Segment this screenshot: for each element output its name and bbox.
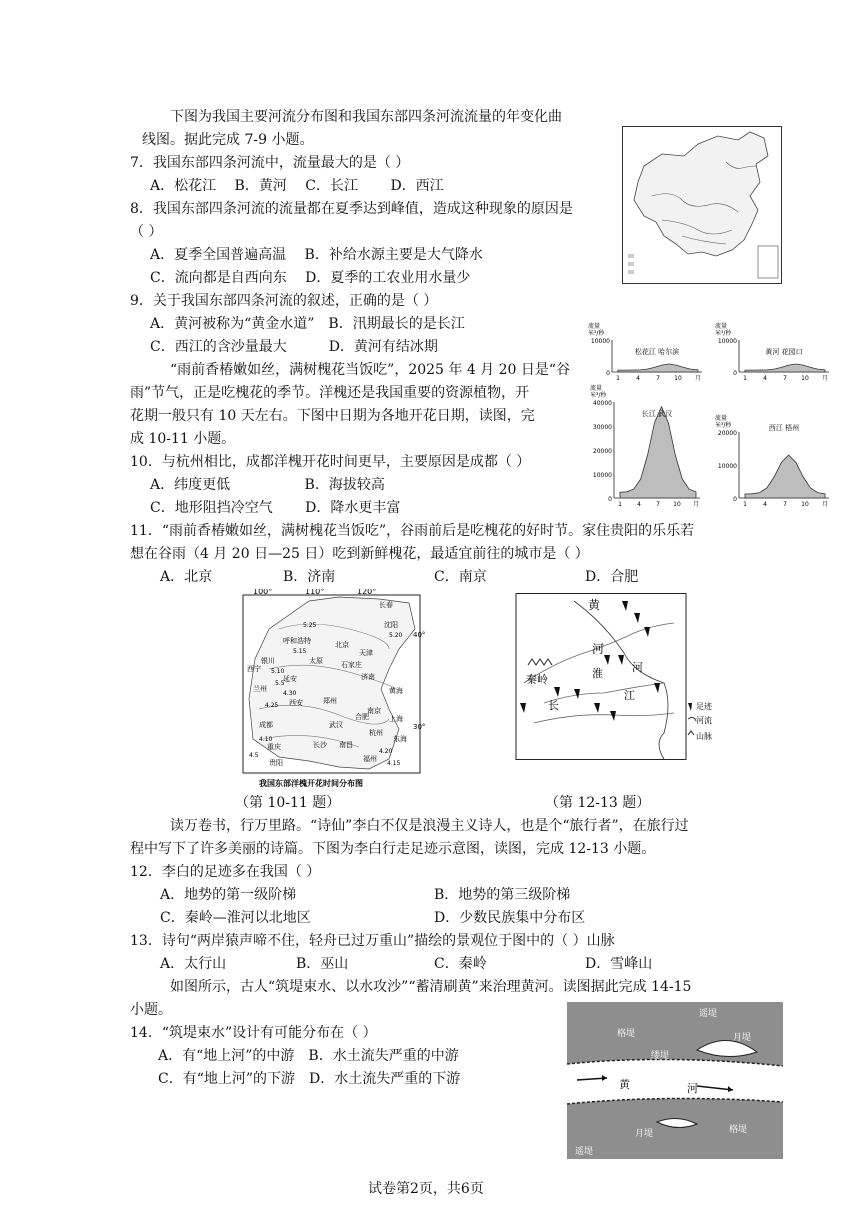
map1-label: （第 10-11 题） bbox=[235, 795, 341, 811]
q11-option-c: C．南京 bbox=[434, 569, 487, 585]
date-label: 5.20 bbox=[389, 632, 403, 639]
place-label: 太原 bbox=[309, 657, 323, 665]
q7-options: A．松花江 B．黄河 C．长江 D．西江 bbox=[150, 178, 444, 194]
q7-stem: 7．我国东部四条河流中，流量最大的是（ ） bbox=[130, 155, 410, 171]
place-label: 呼和浩特 bbox=[283, 637, 311, 645]
place-label: 延安 bbox=[283, 675, 297, 683]
q12-option-a: A．地势的第一级阶梯 bbox=[160, 887, 297, 903]
page-footer: 试卷第2页，共6页 bbox=[368, 1181, 484, 1197]
map1-caption: 我国东部洋槐开花时间分布图 bbox=[259, 779, 363, 788]
dike-label: 黄 bbox=[619, 1078, 630, 1091]
x-tick-label: 月 bbox=[821, 375, 829, 382]
river-station-label: 黄河 花园口 bbox=[765, 348, 803, 356]
flow-area bbox=[618, 364, 698, 372]
q11-line1: 11．“雨前香椿嫩如丝，满树槐花当饭吃”，谷雨前后是吃槐花的好时节。家住贵阳的乐乐若 bbox=[130, 523, 695, 539]
q12-option-d: D．少数民族集中分布区 bbox=[434, 910, 586, 926]
date-label: 4.20 bbox=[379, 748, 393, 755]
y-tick-label: 10000 bbox=[592, 472, 612, 479]
q13-option-b: B．巫山 bbox=[296, 956, 349, 972]
y-tick-label: 0 bbox=[733, 370, 737, 377]
map2-label: （第 12-13 题） bbox=[545, 795, 651, 811]
place-label: 北京 bbox=[335, 641, 349, 649]
y-tick-label: 20000 bbox=[592, 448, 612, 455]
x-tick-label: 1 bbox=[618, 501, 622, 508]
date-label: 5.10 bbox=[271, 668, 285, 675]
river-station-label: 松花江 哈尔滨 bbox=[634, 348, 680, 356]
q9-option-row1: A．黄河被称为“黄金水道” B．汛期最长的是长江 bbox=[150, 316, 465, 332]
lat-label: 30° bbox=[413, 723, 426, 731]
q13-option-a: A．太行山 bbox=[160, 956, 227, 972]
lat-label: 40° bbox=[413, 631, 426, 639]
x-tick-label: 10 bbox=[801, 375, 809, 382]
place-label: 武汉 bbox=[329, 721, 343, 729]
q10-option-row1: A．纬度更低 B．海拔较高 bbox=[150, 477, 385, 493]
y-tick-label: 0 bbox=[608, 496, 612, 503]
q8-stem: 8．我国东部四条河流的流量都在夏季达到峰值，造成这种现象的原因是 bbox=[130, 201, 573, 217]
q14-option-row2: C．有“地上河”的下游 D．水土流失严重的下游 bbox=[158, 1071, 461, 1087]
y-axis-label: 米³/秒 bbox=[715, 330, 732, 337]
intro-10-11-line4: 成 10-11 小题。 bbox=[130, 431, 236, 447]
place-label: 杭州 bbox=[369, 729, 383, 737]
intro-12-13-line2: 程中写下了许多美丽的诗篇。下图为李白行走足迹示意图，读图，完成 12-13 小题。 bbox=[130, 841, 656, 857]
x-tick-label: 月 bbox=[821, 501, 829, 508]
dike-label: 月堤 bbox=[635, 1129, 654, 1139]
dike-label: 缕堤 bbox=[651, 1051, 670, 1061]
y-tick-label: 30000 bbox=[592, 424, 612, 431]
x-tick-label: 10 bbox=[674, 375, 682, 382]
place-label: 长沙 bbox=[313, 741, 327, 749]
map2-legend: 足迹 bbox=[696, 702, 712, 711]
q14-option-row1: A．有“地上河”的中游 B．水土流失严重的中游 bbox=[158, 1048, 459, 1064]
q12-option-c: C．秦岭—淮河以北地区 bbox=[160, 910, 311, 926]
lon-label: 120° bbox=[357, 589, 377, 596]
map2-place: 秦岭 bbox=[526, 673, 548, 686]
place-label: 成都 bbox=[259, 721, 273, 729]
q11-option-d: D．合肥 bbox=[585, 569, 639, 585]
place-label: 郑州 bbox=[323, 697, 337, 705]
x-tick-label: 1 bbox=[616, 375, 620, 382]
dike-diagram bbox=[567, 1002, 783, 1163]
q11-option-a: A．北京 bbox=[160, 569, 213, 585]
date-label: 4.10 bbox=[259, 736, 273, 743]
x-tick-label: 7 bbox=[656, 375, 660, 382]
x-tick-label: 10 bbox=[673, 501, 681, 508]
date-label: 4.25 bbox=[265, 702, 279, 709]
intro-14-15-line1: 如图所示，古人“筑堤束水、以水攻沙”“蓄清刷黄”来治理黄河。读图据此完成 14-15 bbox=[170, 979, 692, 995]
date-label: 4.5 bbox=[249, 752, 259, 759]
y-axis-label: 米³/秒 bbox=[590, 392, 607, 399]
y-axis-label: 米³/秒 bbox=[588, 330, 605, 337]
q12-stem: 12．李白的足迹多在我国（ ） bbox=[130, 864, 321, 880]
river-station-label: 长江 武汉 bbox=[641, 410, 673, 418]
x-tick-label: 7 bbox=[656, 501, 660, 508]
place-label: 石家庄 bbox=[341, 661, 362, 669]
x-tick-label: 4 bbox=[763, 375, 767, 382]
place-label: 西宁 bbox=[247, 665, 261, 673]
place-label: 长春 bbox=[379, 601, 393, 609]
x-tick-label: 10 bbox=[801, 501, 809, 508]
q13-stem: 13．诗句“两岸猿声啼不住，轻舟已过万重山”描绘的景观位于图中的（ ）山脉 bbox=[130, 933, 615, 949]
map2-place: 淮 bbox=[592, 667, 603, 680]
dike-label: 月堤 bbox=[733, 1033, 752, 1043]
x-tick-label: 7 bbox=[783, 501, 787, 508]
q9-option-row2: C．西江的含沙量最大 D．黄河有结冰期 bbox=[150, 339, 438, 355]
flow-area bbox=[745, 364, 825, 372]
dike-label: 格堤 bbox=[617, 1029, 636, 1039]
x-tick-label: 7 bbox=[783, 375, 787, 382]
place-label: 天津 bbox=[359, 649, 373, 657]
q8-option-row1: A．夏季全国普遍高温 B．补给水源主要是大气降水 bbox=[150, 247, 483, 263]
lon-label: 110° bbox=[305, 589, 325, 596]
place-label: 沈阳 bbox=[384, 621, 398, 629]
map2-legend: 山脉 bbox=[696, 732, 712, 741]
q8-option-row2: C．流向都是自西向东 D．夏季的工农业用水量少 bbox=[150, 270, 471, 286]
place-label: 济南 bbox=[361, 673, 375, 681]
x-tick-label: 月 bbox=[694, 375, 702, 382]
intro-7-9-line1: 下图为我国主要河流分布图和我国东部四条河流流量的年变化曲 bbox=[170, 109, 562, 125]
date-label: 4.30 bbox=[283, 690, 297, 697]
place-label: 福州 bbox=[363, 755, 377, 763]
y-tick-label: 10000 bbox=[717, 338, 737, 345]
q11-option-b: B．济南 bbox=[283, 569, 336, 585]
place-label: 合肥 bbox=[355, 713, 369, 721]
x-tick-label: 1 bbox=[743, 501, 747, 508]
place-label: 西安 bbox=[289, 699, 303, 707]
date-label: 5.25 bbox=[303, 622, 317, 629]
river-flow-charts bbox=[584, 314, 834, 518]
y-tick-label: 40000 bbox=[592, 400, 612, 407]
q12-option-b: B．地势的第三级阶梯 bbox=[434, 887, 571, 903]
y-axis-label: 流量 bbox=[715, 415, 728, 422]
lon-label: 100° bbox=[253, 589, 273, 596]
q10-stem: 10．与杭州相比，成都洋槐开花时间更早，主要原因是成都（ ） bbox=[130, 454, 531, 470]
intro-10-11-line1: “雨前香椿嫩如丝，满树槐花当饭吃”，2025 年 4 月 20 日是“谷 bbox=[170, 362, 571, 378]
x-tick-label: 4 bbox=[763, 501, 767, 508]
intro-7-9-line2: 线图。据此完成 7-9 小题。 bbox=[142, 132, 314, 148]
intro-14-15-line2: 小题。 bbox=[130, 1002, 172, 1018]
y-tick-label: 10000 bbox=[590, 338, 610, 345]
dike-label: 河 bbox=[687, 1082, 698, 1095]
dike-label: 格堤 bbox=[729, 1125, 748, 1135]
date-label: 5.15 bbox=[293, 648, 307, 655]
place-label: 上海 bbox=[389, 715, 403, 723]
place-label: 南京 bbox=[367, 707, 381, 715]
x-tick-label: 4 bbox=[636, 375, 640, 382]
q8-paren: （ ） bbox=[130, 224, 163, 240]
place-label: 重庆 bbox=[267, 743, 281, 751]
q13-option-d: D．雪峰山 bbox=[585, 956, 653, 972]
place-label: 贵阳 bbox=[269, 759, 283, 767]
dike-label: 遥堤 bbox=[699, 1009, 718, 1019]
q14-stem: 14．“筑堤束水”设计有可能分布在（ ） bbox=[130, 1025, 377, 1041]
q10-option-row2: C．地形阻挡冷空气 D．降水更丰富 bbox=[150, 500, 401, 516]
place-label: 银川 bbox=[261, 657, 275, 665]
intro-10-11-line3: 花期一般只有 10 天左右。下图中日期为各地开花日期，读图，完 bbox=[130, 408, 535, 424]
river-station-label: 西江 梧州 bbox=[768, 424, 800, 432]
map2-place: 河 bbox=[592, 642, 605, 656]
intro-10-11-line2: 雨”节气，正是吃槐花的季节。洋槐还是我国重要的资源植物，开 bbox=[130, 385, 530, 401]
x-tick-label: 月 bbox=[692, 501, 700, 508]
place-label: 黄海 bbox=[389, 687, 403, 695]
map2-place: 江 bbox=[624, 689, 635, 702]
libai-footprint-map bbox=[514, 593, 714, 765]
china-rivers-map bbox=[622, 126, 782, 288]
map2-legend: 河流 bbox=[696, 716, 712, 725]
y-axis-label: 流量 bbox=[715, 323, 728, 330]
flow-area bbox=[620, 407, 696, 498]
place-label: 兰州 bbox=[253, 685, 267, 693]
dike-label: 遥堤 bbox=[575, 1147, 594, 1157]
y-tick-label: 20000 bbox=[717, 430, 737, 437]
x-tick-label: 4 bbox=[637, 501, 641, 508]
place-label: 南昌 bbox=[339, 741, 353, 749]
map2-place: 黄 bbox=[588, 598, 601, 612]
y-axis-label: 流量 bbox=[590, 385, 603, 392]
place-label: 东海 bbox=[393, 735, 407, 743]
map2-place: 长 bbox=[548, 699, 559, 712]
y-tick-label: 0 bbox=[733, 496, 737, 503]
map2-place: 河 bbox=[632, 661, 643, 674]
date-label: 4.15 bbox=[387, 760, 401, 767]
q11-line2: 想在谷雨（4 月 20 日—25 日）吃到新鲜槐花，最适宜前往的城市是（ ） bbox=[130, 546, 589, 562]
y-axis-label: 流量 bbox=[588, 323, 601, 330]
flow-area bbox=[745, 455, 825, 498]
q9-stem: 9．关于我国东部四条河流的叙述，正确的是（ ） bbox=[130, 293, 438, 309]
x-tick-label: 1 bbox=[743, 375, 747, 382]
intro-12-13-line1: 读万卷书，行万里路。“诗仙”李白不仅是浪漫主义诗人，也是个“旅行者”，在旅行过 bbox=[170, 818, 689, 834]
y-tick-label: 10000 bbox=[717, 463, 737, 470]
flowering-map bbox=[239, 589, 426, 793]
y-axis-label: 米³/秒 bbox=[715, 422, 732, 429]
date-label: 5.5 bbox=[275, 680, 285, 687]
q13-option-c: C．秦岭 bbox=[434, 956, 487, 972]
y-tick-label: 0 bbox=[606, 370, 610, 377]
